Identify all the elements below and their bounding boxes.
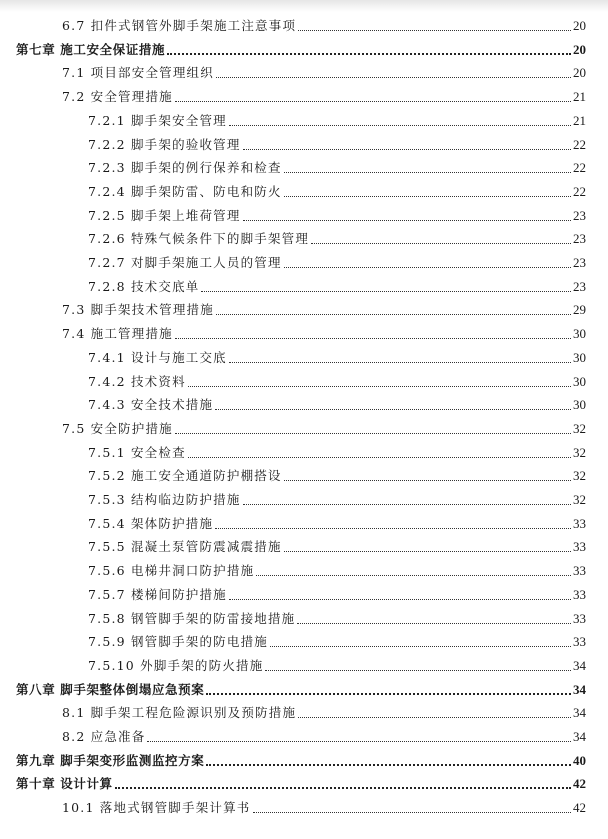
toc-dot-leader: [229, 598, 571, 600]
toc-page-number: 29: [573, 302, 586, 318]
toc-entry-title: 7.5.4 架体防护措施: [88, 515, 214, 531]
toc-entry-title: 7.4 施工管理措施: [62, 326, 173, 342]
toc-dot-leader: [284, 550, 571, 552]
toc-entry-title: 8.2 应急准备: [62, 729, 146, 744]
toc-dot-leader: [188, 456, 571, 458]
toc-section-row[interactable]: [62, 87, 586, 107]
toc-entry-title: 7.3 脚手架技术管理措施: [62, 302, 214, 318]
toc-entry-title: 10.1 落地式钢管脚手架计算书: [62, 800, 251, 816]
toc-dot-leader: [175, 337, 571, 339]
toc-entry-title: 7.2.3 脚手架的例行保养和检查: [88, 160, 282, 176]
toc-page-number: 23: [573, 207, 586, 223]
toc-section-row[interactable]: [62, 798, 586, 818]
toc-entry-title: 7.2.8 技术交底单: [88, 278, 200, 294]
toc-dot-leader: [243, 503, 571, 505]
toc-page-number: 20: [573, 41, 586, 57]
toc-subsection-row[interactable]: [88, 253, 586, 273]
toc-dot-leader: [167, 52, 571, 55]
toc-subsection-row[interactable]: [88, 490, 586, 510]
toc-entry-title: 7.2 安全管理措施: [62, 89, 173, 105]
toc-dot-leader: [216, 76, 571, 78]
toc-page-number: 32: [573, 492, 586, 507]
toc-page-number: 20: [573, 65, 586, 81]
toc-subsection-row[interactable]: [88, 206, 586, 226]
toc-dot-leader: [115, 786, 571, 789]
toc-entry-title: 7.5.10 外脚手架的防火措施: [88, 657, 264, 673]
toc-entry-title: 7.5.1 安全检查: [88, 444, 186, 460]
toc-page-number: 20: [573, 18, 586, 33]
toc-entry-title: 7.4.3 安全技术措施: [88, 397, 214, 413]
toc-subsection-row[interactable]: [88, 229, 586, 249]
toc-entry-title: 7.2.1 脚手架安全管理: [88, 112, 227, 128]
toc-subsection-row[interactable]: [88, 348, 586, 368]
toc-entry-title: 7.2.5 脚手架上堆荷管理: [88, 207, 241, 223]
toc-subsection-row[interactable]: [88, 443, 586, 463]
toc-chapter-row[interactable]: [16, 774, 586, 794]
toc-dot-leader: [175, 100, 571, 102]
toc-entry-title: 7.5.2 施工安全通道防护棚搭设: [88, 468, 282, 484]
toc-page-number: 33: [573, 586, 586, 602]
toc-page-number: 33: [573, 539, 586, 555]
toc-entry-title: 7.5.6 电梯井洞口防护措施: [88, 563, 255, 579]
toc-subsection-row[interactable]: [88, 632, 586, 652]
toc-page-number: 42: [573, 800, 586, 816]
toc-page-number: 30: [573, 326, 586, 342]
toc-entry-title: 7.5.5 混凝土泵管防震减震措施: [88, 539, 282, 555]
toc-entry-title: 7.2.4 脚手架防雷、防电和防火: [88, 183, 282, 199]
toc-dot-leader: [215, 408, 571, 410]
toc-section-row[interactable]: [62, 63, 586, 83]
toc-page-number: 23: [573, 278, 586, 294]
toc-dot-leader: [216, 313, 571, 315]
toc-page-number: 34: [573, 729, 586, 744]
toc-dot-leader: [206, 692, 571, 695]
toc-entry-title: 7.5 安全防护措施: [62, 420, 173, 436]
toc-entry-title: 7.5.3 结构临边防护措施: [88, 492, 241, 507]
toc-page-number: 34: [573, 657, 586, 673]
toc-page-number: 34: [573, 705, 586, 721]
toc-subsection-row[interactable]: [88, 395, 586, 415]
toc-dot-leader: [298, 716, 571, 718]
toc-subsection-row[interactable]: [88, 561, 586, 581]
toc-page-number: 22: [573, 136, 586, 152]
toc-page-number: 30: [573, 373, 586, 389]
toc-dot-leader: [284, 479, 571, 481]
toc-subsection-row[interactable]: [88, 537, 586, 557]
toc-dot-leader: [243, 219, 571, 221]
toc-chapter-row[interactable]: [16, 40, 586, 60]
page-top-edge: [0, 0, 608, 12]
toc-subsection-row[interactable]: [88, 372, 586, 392]
toc-page-number: 40: [573, 752, 586, 768]
toc-dot-leader: [229, 124, 571, 126]
toc-dot-leader: [284, 195, 571, 197]
toc-page-number: 34: [573, 681, 586, 697]
toc-entry-title: 7.1 项目部安全管理组织: [62, 65, 214, 81]
toc-subsection-row[interactable]: [88, 656, 586, 676]
toc-subsection-row[interactable]: [88, 609, 586, 629]
toc-dot-leader: [206, 763, 571, 766]
toc-entry-title: 8.1 脚手架工程危险源识别及预防措施: [62, 705, 297, 721]
toc-entry-title: 7.5.9 钢管脚手架的防电措施: [88, 634, 268, 650]
toc-page-number: 33: [573, 610, 586, 626]
toc-dot-leader: [298, 29, 571, 31]
toc-dot-leader: [229, 361, 571, 363]
toc-section-row[interactable]: [62, 703, 586, 723]
toc-dot-leader: [311, 242, 571, 244]
toc-dot-leader: [253, 811, 571, 813]
toc-dot-leader: [284, 266, 571, 268]
toc-section-row[interactable]: [62, 300, 586, 320]
toc-subsection-row[interactable]: [88, 182, 586, 202]
toc-dot-leader: [256, 574, 571, 576]
toc-dot-leader: [147, 740, 571, 742]
toc-page-number: 42: [573, 776, 586, 792]
toc-entry-title: 第八章 脚手架整体倒塌应急预案: [16, 681, 205, 697]
toc-dot-leader: [201, 290, 571, 292]
toc-section-row[interactable]: [62, 16, 586, 36]
toc-subsection-row[interactable]: [88, 585, 586, 605]
toc-entry-title: 7.2.7 对脚手架施工人员的管理: [88, 255, 282, 270]
toc-dot-leader: [297, 622, 571, 624]
toc-page-number: 33: [573, 563, 586, 579]
toc-dot-leader: [270, 645, 571, 647]
toc-page-number: 22: [573, 160, 586, 176]
toc-section-row[interactable]: [62, 324, 586, 344]
toc-page-number: 32: [573, 468, 586, 484]
toc-page-number: 23: [573, 255, 586, 270]
toc-entry-title: 7.2.2 脚手架的验收管理: [88, 136, 241, 152]
toc-page-number: 30: [573, 397, 586, 413]
toc-dot-leader: [284, 171, 571, 173]
toc-section-row[interactable]: [62, 727, 586, 747]
toc-page-number: 33: [573, 634, 586, 650]
toc-page-number: 32: [573, 420, 586, 436]
toc-page-number: 21: [573, 89, 586, 105]
toc-subsection-row[interactable]: [88, 158, 586, 178]
toc-subsection-row[interactable]: [88, 514, 586, 534]
toc-dot-leader: [243, 148, 571, 150]
toc-page-number: 33: [573, 515, 586, 531]
toc-dot-leader: [175, 432, 571, 434]
toc-dot-leader: [265, 669, 571, 671]
toc-entry-title: 7.5.7 楼梯间防护措施: [88, 586, 227, 602]
toc-page-number: 23: [573, 231, 586, 247]
toc-entry-title: 7.4.1 设计与施工交底: [88, 349, 227, 365]
toc-subsection-row[interactable]: [88, 135, 586, 155]
toc-page-number: 22: [573, 183, 586, 199]
toc-entry-title: 第七章 施工安全保证措施: [16, 41, 166, 57]
toc-page-number: 21: [573, 112, 586, 128]
toc-entry-title: 6.7 扣件式钢管外脚手架施工注意事项: [62, 18, 297, 33]
toc-entry-title: 第十章 设计计算: [16, 776, 113, 792]
toc-entry-title: 第九章 脚手架变形监测监控方案: [16, 752, 205, 768]
toc-subsection-row[interactable]: [88, 111, 586, 131]
toc-section-row[interactable]: [62, 419, 586, 439]
toc-entry-title: 7.2.6 特殊气候条件下的脚手架管理: [88, 231, 310, 247]
toc-subsection-row[interactable]: [88, 466, 586, 486]
toc-chapter-row[interactable]: [16, 680, 586, 700]
toc-dot-leader: [188, 385, 571, 387]
toc-dot-leader: [215, 527, 571, 529]
toc-chapter-row[interactable]: [16, 751, 586, 771]
toc-entry-title: 7.4.2 技术资料: [88, 373, 186, 389]
toc-entry-title: 7.5.8 钢管脚手架的防雷接地措施: [88, 610, 296, 626]
toc-page-number: 32: [573, 444, 586, 460]
toc-page-number: 30: [573, 349, 586, 365]
toc-subsection-row[interactable]: [88, 277, 586, 297]
